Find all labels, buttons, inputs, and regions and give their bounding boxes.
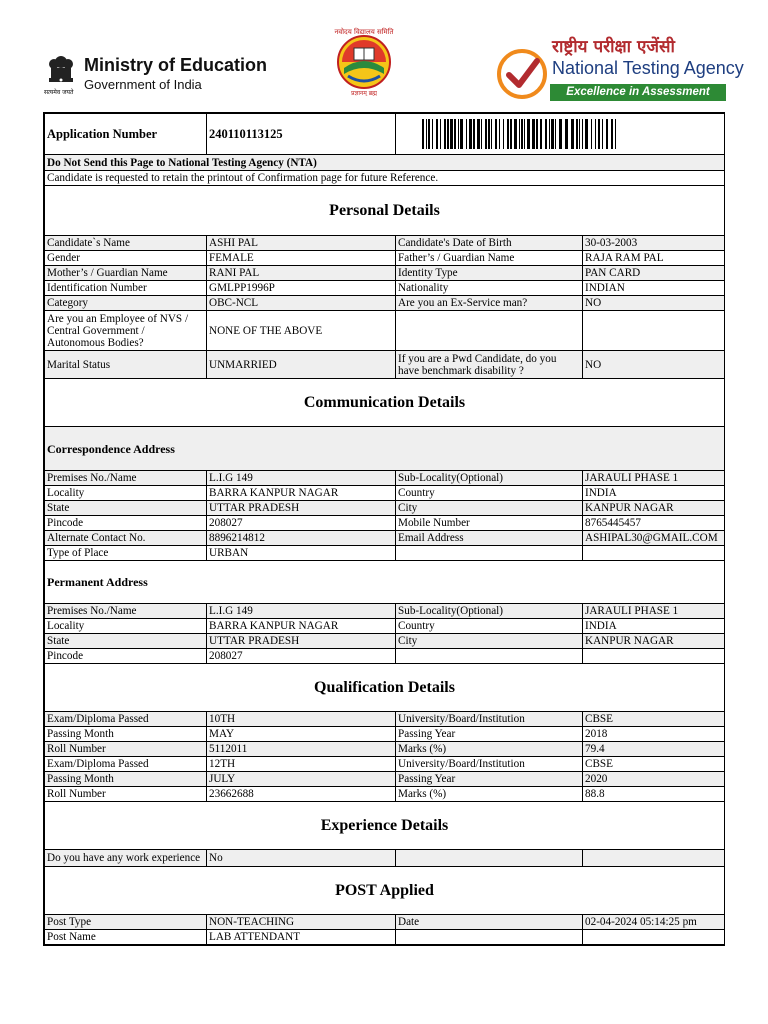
field-label: University/Board/Institution [396, 712, 583, 727]
qualification-details-row [45, 712, 725, 727]
correspondence-address-row [45, 531, 725, 546]
correspondence-address-title: Correspondence Address [45, 427, 725, 471]
field-label: Passing Month [45, 727, 207, 742]
barcode-bar [444, 119, 446, 149]
barcode-bar [454, 119, 456, 149]
correspondence-address-row [45, 516, 725, 531]
moe-motto: सत्यमेव जयते [44, 89, 74, 96]
notice-info-row [45, 171, 725, 186]
barcode-bar [606, 119, 608, 149]
qualification-details-row [45, 772, 725, 787]
post-applied-title: POST Applied [45, 867, 725, 915]
barcode-bar [447, 119, 449, 149]
qualification-details-row [45, 787, 725, 802]
personal-details-row [45, 296, 725, 311]
correspondence-address-row [45, 501, 725, 516]
field-label: Sub-Locality(Optional) [396, 471, 583, 486]
barcode-bar [436, 119, 438, 149]
barcode-bar [524, 119, 525, 149]
field-label: Country [396, 619, 583, 634]
post-name-label: Post Name [45, 930, 207, 945]
field-value: UNMARRIED [207, 351, 396, 379]
post-applied-header [45, 867, 725, 915]
barcode-bar [514, 119, 517, 149]
permanent-address-row [45, 604, 725, 619]
field-label: Passing Year [396, 727, 583, 742]
barcode-bar [615, 119, 616, 149]
moe-title: Ministry of Education [84, 55, 268, 75]
nta-tagline: Excellence in Assessment [550, 84, 726, 101]
personal-details-row [45, 266, 725, 281]
field-label: Premises No./Name [45, 604, 207, 619]
correspondence-address-row [45, 546, 725, 561]
barcode-bar [460, 119, 463, 149]
barcode-bar [559, 119, 562, 149]
field-value: RAJA RAM PAL [583, 251, 725, 266]
field-value: JARAULI PHASE 1 [583, 471, 725, 486]
post-type-label: Post Type [45, 915, 207, 930]
application-number-value: 240110113125 [207, 114, 396, 155]
field-label: Mother’s / Guardian Name [45, 266, 207, 281]
field-value: CBSE [583, 712, 725, 727]
barcode-bar [469, 119, 472, 149]
field-label: Premises No./Name [45, 471, 207, 486]
experience-details-title: Experience Details [45, 802, 725, 850]
barcode-bar [565, 119, 568, 149]
date-label: Date [396, 915, 583, 930]
field-value: 23662688 [207, 787, 396, 802]
experience-question: Do you have any work experience [45, 850, 207, 867]
field-value: 10TH [207, 712, 396, 727]
barcode-bar [499, 119, 500, 149]
nvs-logo-bottom-text: प्रज्ञानम् ब्रह्म [351, 90, 377, 96]
qualification-details-title: Qualification Details [45, 664, 725, 712]
field-label: State [45, 501, 207, 516]
field-value [583, 311, 725, 351]
permanent-address-row [45, 649, 725, 664]
field-value: GMLPP1996P [207, 281, 396, 296]
barcode-bar [536, 119, 538, 149]
field-label [396, 546, 583, 561]
field-value: 30-03-2003 [583, 236, 725, 251]
barcode-bar [551, 119, 554, 149]
field-label: University/Board/Institution [396, 757, 583, 772]
field-value: INDIA [583, 486, 725, 501]
permanent-address-row [45, 619, 725, 634]
field-label: Pincode [45, 516, 207, 531]
qualification-details-row [45, 742, 725, 757]
notice-info: Candidate is requested to retain the printout of Confirmation page for future Reference. [45, 171, 725, 186]
field-label: Locality [45, 486, 207, 501]
barcode-bar [491, 119, 492, 149]
field-label: Gender [45, 251, 207, 266]
permanent-address-title: Permanent Address [45, 561, 725, 604]
field-label: Candidate`s Name [45, 236, 207, 251]
qualification-details-row [45, 757, 725, 772]
field-value: 79.4 [583, 742, 725, 757]
field-label: Category [45, 296, 207, 311]
barcode-bar [432, 119, 433, 149]
barcode-bar [598, 119, 600, 149]
field-label: If you are a Pwd Candidate, do you have benchmark disability ? [396, 351, 583, 379]
nvs-logo-top-text: नवोदय विद्यालय समिति [334, 28, 394, 36]
field-label [396, 311, 583, 351]
barcode-bar [602, 119, 603, 149]
moe-subtitle: Government of India [84, 77, 202, 92]
barcode-bar [510, 119, 512, 149]
barcode-bar [422, 119, 424, 149]
barcode-bar [503, 119, 504, 149]
field-value: FEMALE [207, 251, 396, 266]
barcode-bar [488, 119, 490, 149]
personal-details-row [45, 351, 725, 379]
field-value: 2018 [583, 727, 725, 742]
barcode-bar [495, 119, 497, 149]
correspondence-address-body [45, 471, 725, 561]
barcode-bar [426, 119, 427, 149]
field-label: Identification Number [45, 281, 207, 296]
personal-details-title: Personal Details [45, 186, 725, 236]
notice-warning-row [45, 155, 725, 171]
field-label: Roll Number [45, 787, 207, 802]
personal-details-row [45, 281, 725, 296]
field-value: BARRA KANPUR NAGAR [207, 619, 396, 634]
field-value: UTTAR PRADESH [207, 501, 396, 516]
field-value: 208027 [207, 649, 396, 664]
field-value: 208027 [207, 516, 396, 531]
barcode-bar [519, 119, 520, 149]
field-value: CBSE [583, 757, 725, 772]
field-value: ASHIPAL30@GMAIL.COM [583, 531, 725, 546]
field-label: Nationality [396, 281, 583, 296]
field-value: KANPUR NAGAR [583, 634, 725, 649]
barcode-bar [545, 119, 547, 149]
field-value: NO [583, 296, 725, 311]
field-value: 5112011 [207, 742, 396, 757]
field-value [583, 546, 725, 561]
field-label: Sub-Locality(Optional) [396, 604, 583, 619]
nta-name: National Testing Agency [552, 58, 744, 78]
barcode-bar [555, 119, 556, 149]
post-type-value: NON-TEACHING [207, 915, 396, 930]
barcode-bar [579, 119, 580, 149]
field-value: KANPUR NAGAR [583, 501, 725, 516]
permanent-address-header [45, 561, 725, 604]
field-value: RANI PAL [207, 266, 396, 281]
qualification-details-header [45, 664, 725, 712]
field-label [396, 649, 583, 664]
field-label: Roll Number [45, 742, 207, 757]
personal-details-body [45, 236, 725, 379]
barcode-icon [422, 119, 622, 149]
barcode-bar [585, 119, 588, 149]
field-label: Pincode [45, 649, 207, 664]
personal-details-row [45, 236, 725, 251]
barcode-bar [507, 119, 509, 149]
barcode-bar [595, 119, 596, 149]
application-number-row [45, 114, 725, 155]
barcode-bar [576, 119, 578, 149]
personal-details-row [45, 251, 725, 266]
field-value: 8765445457 [583, 516, 725, 531]
barcode-bar [532, 119, 535, 149]
field-label: Father’s / Guardian Name [396, 251, 583, 266]
field-label: State [45, 634, 207, 649]
barcode-bar [481, 119, 482, 149]
barcode-bar [450, 119, 453, 149]
experience-answer: No [207, 850, 396, 867]
barcode-bar [458, 119, 459, 149]
field-value: 8896214812 [207, 531, 396, 546]
nta-logo [496, 37, 744, 102]
field-label: Type of Place [45, 546, 207, 561]
communication-details-header [45, 379, 725, 427]
barcode-bar [440, 119, 441, 149]
page-header [0, 0, 768, 112]
field-value: L.I.G 149 [207, 604, 396, 619]
field-value: MAY [207, 727, 396, 742]
field-value [583, 649, 725, 664]
experience-row [45, 850, 725, 867]
barcode-bar [591, 119, 592, 149]
nvs-logo-icon [328, 24, 400, 96]
barcode-bar [571, 119, 574, 149]
personal-details-header [45, 186, 725, 236]
post-type-row [45, 915, 725, 930]
correspondence-address-row [45, 486, 725, 501]
barcode-bar [540, 119, 542, 149]
field-value: INDIA [583, 619, 725, 634]
barcode-bar [611, 119, 613, 149]
nta-check-mark-icon [496, 48, 548, 100]
application-number-label: Application Number [45, 114, 207, 155]
field-label: Passing Month [45, 772, 207, 787]
barcode-cell [396, 114, 725, 155]
barcode-bar [466, 119, 467, 149]
barcode-bar [485, 119, 487, 149]
field-label: Exam/Diploma Passed [45, 712, 207, 727]
field-value: 12TH [207, 757, 396, 772]
correspondence-address-row [45, 471, 725, 486]
notice-warning: Do Not Send this Page to National Testing Agency (NTA) [45, 155, 725, 171]
field-label: Marks (%) [396, 742, 583, 757]
field-label: Email Address [396, 531, 583, 546]
field-label: Exam/Diploma Passed [45, 757, 207, 772]
personal-details-row [45, 311, 725, 351]
field-value: 2020 [583, 772, 725, 787]
field-value: L.I.G 149 [207, 471, 396, 486]
confirmation-sheet [43, 112, 725, 946]
field-value: ASHI PAL [207, 236, 396, 251]
field-value: NO [583, 351, 725, 379]
field-label: Locality [45, 619, 207, 634]
experience-details-header [45, 802, 725, 850]
date-value: 02-04-2024 05:14:25 pm [583, 915, 725, 930]
nta-hindi-name: राष्ट्रीय परीक्षा एजेंसी [552, 37, 675, 57]
field-label: Candidate's Date of Birth [396, 236, 583, 251]
barcode-bar [521, 119, 523, 149]
post-name-row [45, 930, 725, 945]
field-value: UTTAR PRADESH [207, 634, 396, 649]
field-label: Are you an Employee of NVS / Central Government / Autonomous Bodies? [45, 311, 207, 351]
qualification-details-body [45, 712, 725, 802]
communication-details-title: Communication Details [45, 379, 725, 427]
barcode-bar [527, 119, 530, 149]
field-value: NONE OF THE ABOVE [207, 311, 396, 351]
field-value: INDIAN [583, 281, 725, 296]
field-label: City [396, 501, 583, 516]
field-value: 88.8 [583, 787, 725, 802]
field-label: Identity Type [396, 266, 583, 281]
permanent-address-body [45, 604, 725, 664]
barcode-bar [473, 119, 475, 149]
correspondence-address-header [45, 427, 725, 471]
field-label: Marks (%) [396, 787, 583, 802]
field-label: Marital Status [45, 351, 207, 379]
field-label: Passing Year [396, 772, 583, 787]
barcode-bar [582, 119, 583, 149]
qualification-details-row [45, 727, 725, 742]
field-label: Are you an Ex-Service man? [396, 296, 583, 311]
field-label: Mobile Number [396, 516, 583, 531]
field-label: Country [396, 486, 583, 501]
barcode-bar [549, 119, 550, 149]
field-value: JARAULI PHASE 1 [583, 604, 725, 619]
permanent-address-row [45, 634, 725, 649]
field-label: City [396, 634, 583, 649]
field-value: JULY [207, 772, 396, 787]
field-label: Alternate Contact No. [45, 531, 207, 546]
field-value: BARRA KANPUR NAGAR [207, 486, 396, 501]
barcode-bar [477, 119, 480, 149]
barcode-bar [428, 119, 430, 149]
field-value: OBC-NCL [207, 296, 396, 311]
post-name-value: LAB ATTENDANT [207, 930, 396, 945]
field-value: URBAN [207, 546, 396, 561]
field-value: PAN CARD [583, 266, 725, 281]
confirmation-table [44, 113, 725, 945]
